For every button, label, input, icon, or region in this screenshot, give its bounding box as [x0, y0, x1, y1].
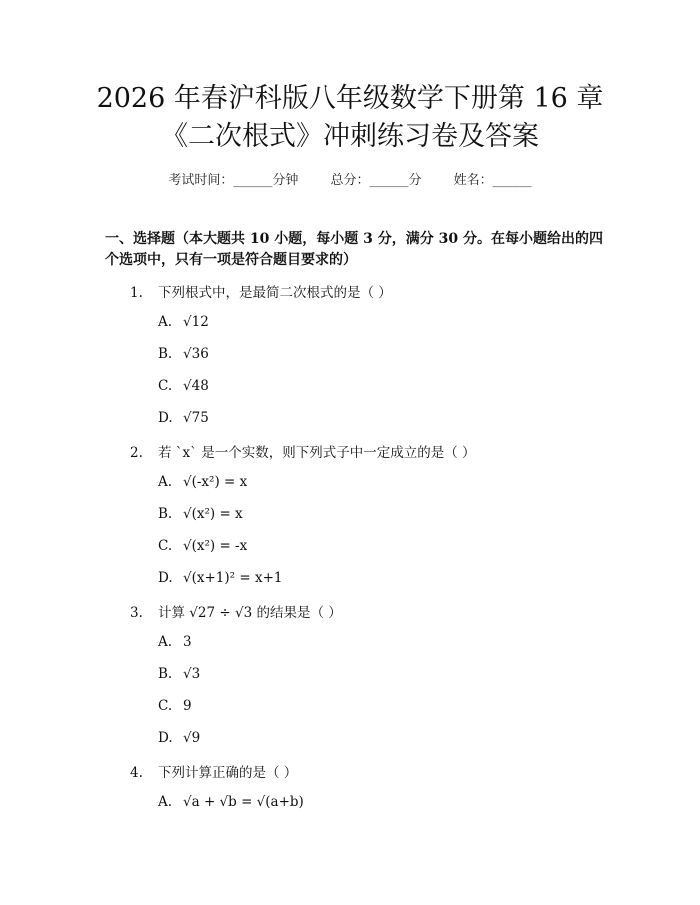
option-1-b	[158, 346, 209, 362]
total-score-field: 总分：______分	[330, 173, 422, 188]
option-text: √(x²) = x	[183, 506, 243, 522]
question-number: 4.	[130, 765, 143, 781]
option-text: √48	[183, 378, 209, 394]
question-4	[130, 761, 297, 781]
option-label: A.	[158, 794, 173, 810]
option-text: √(-x²) = x	[183, 474, 248, 490]
option-label: B.	[158, 346, 173, 362]
option-text: √9	[183, 730, 201, 746]
option-text: √36	[183, 346, 209, 362]
question-2	[130, 441, 476, 461]
option-1-c	[158, 378, 209, 394]
question-number: 3.	[130, 605, 143, 621]
question-number: 1.	[130, 285, 143, 301]
option-2-d	[158, 570, 282, 586]
option-3-d	[158, 730, 200, 746]
option-1-d	[158, 410, 209, 426]
option-3-c	[158, 698, 192, 714]
question-number: 2.	[130, 445, 143, 461]
option-text: √3	[183, 666, 201, 682]
option-text: 3	[183, 634, 192, 650]
option-label: D.	[158, 410, 173, 426]
option-label: D.	[158, 730, 173, 746]
option-text: √12	[183, 314, 209, 330]
option-2-a	[158, 474, 247, 490]
student-name-field: 姓名：______	[453, 173, 532, 188]
option-label: C.	[158, 698, 173, 714]
question-text: 下列根式中，是最简二次根式的是（ ）	[158, 285, 392, 301]
option-3-a	[158, 634, 192, 650]
option-label: B.	[158, 506, 173, 522]
option-label: C.	[158, 538, 173, 554]
option-label: B.	[158, 666, 173, 682]
option-2-c	[158, 538, 247, 554]
exam-time-field: 考试时间：______分钟	[168, 173, 299, 188]
option-text: √(x+1)² = x+1	[183, 570, 283, 586]
option-text: 9	[183, 698, 192, 714]
exam-title-line-2: 《二次根式》冲刺练习卷及答案	[161, 121, 539, 152]
question-text: 下列计算正确的是（ ）	[158, 765, 298, 781]
option-2-b	[158, 506, 243, 522]
option-text: √75	[183, 410, 209, 426]
question-1	[130, 281, 392, 301]
exam-meta	[0, 169, 700, 188]
question-text: 若 `x` 是一个实数，则下列式子中一定成立的是（ ）	[158, 445, 476, 461]
option-1-a	[158, 314, 209, 330]
question-text: 计算 √27 ÷ √3 的结果是（ ）	[158, 605, 342, 621]
option-label: A.	[158, 474, 173, 490]
option-text: √a + √b = √(a+b)	[183, 794, 304, 810]
option-text: √(x²) = -x	[183, 538, 248, 554]
section-heading: 一、选择题（本大题共 10 小题，每小题 3 分，满分 30 分。在每小题给出的四个选项中，只有一项是符合题目要求的）	[105, 231, 603, 268]
question-3	[130, 601, 342, 621]
exam-title-line-1: 2026 年春沪科版八年级数学下册第 16 章	[96, 83, 604, 114]
option-label: C.	[158, 378, 173, 394]
option-label: A.	[158, 634, 173, 650]
option-label: A.	[158, 314, 173, 330]
option-4-a	[158, 794, 304, 810]
option-3-b	[158, 666, 200, 682]
option-label: D.	[158, 570, 173, 586]
